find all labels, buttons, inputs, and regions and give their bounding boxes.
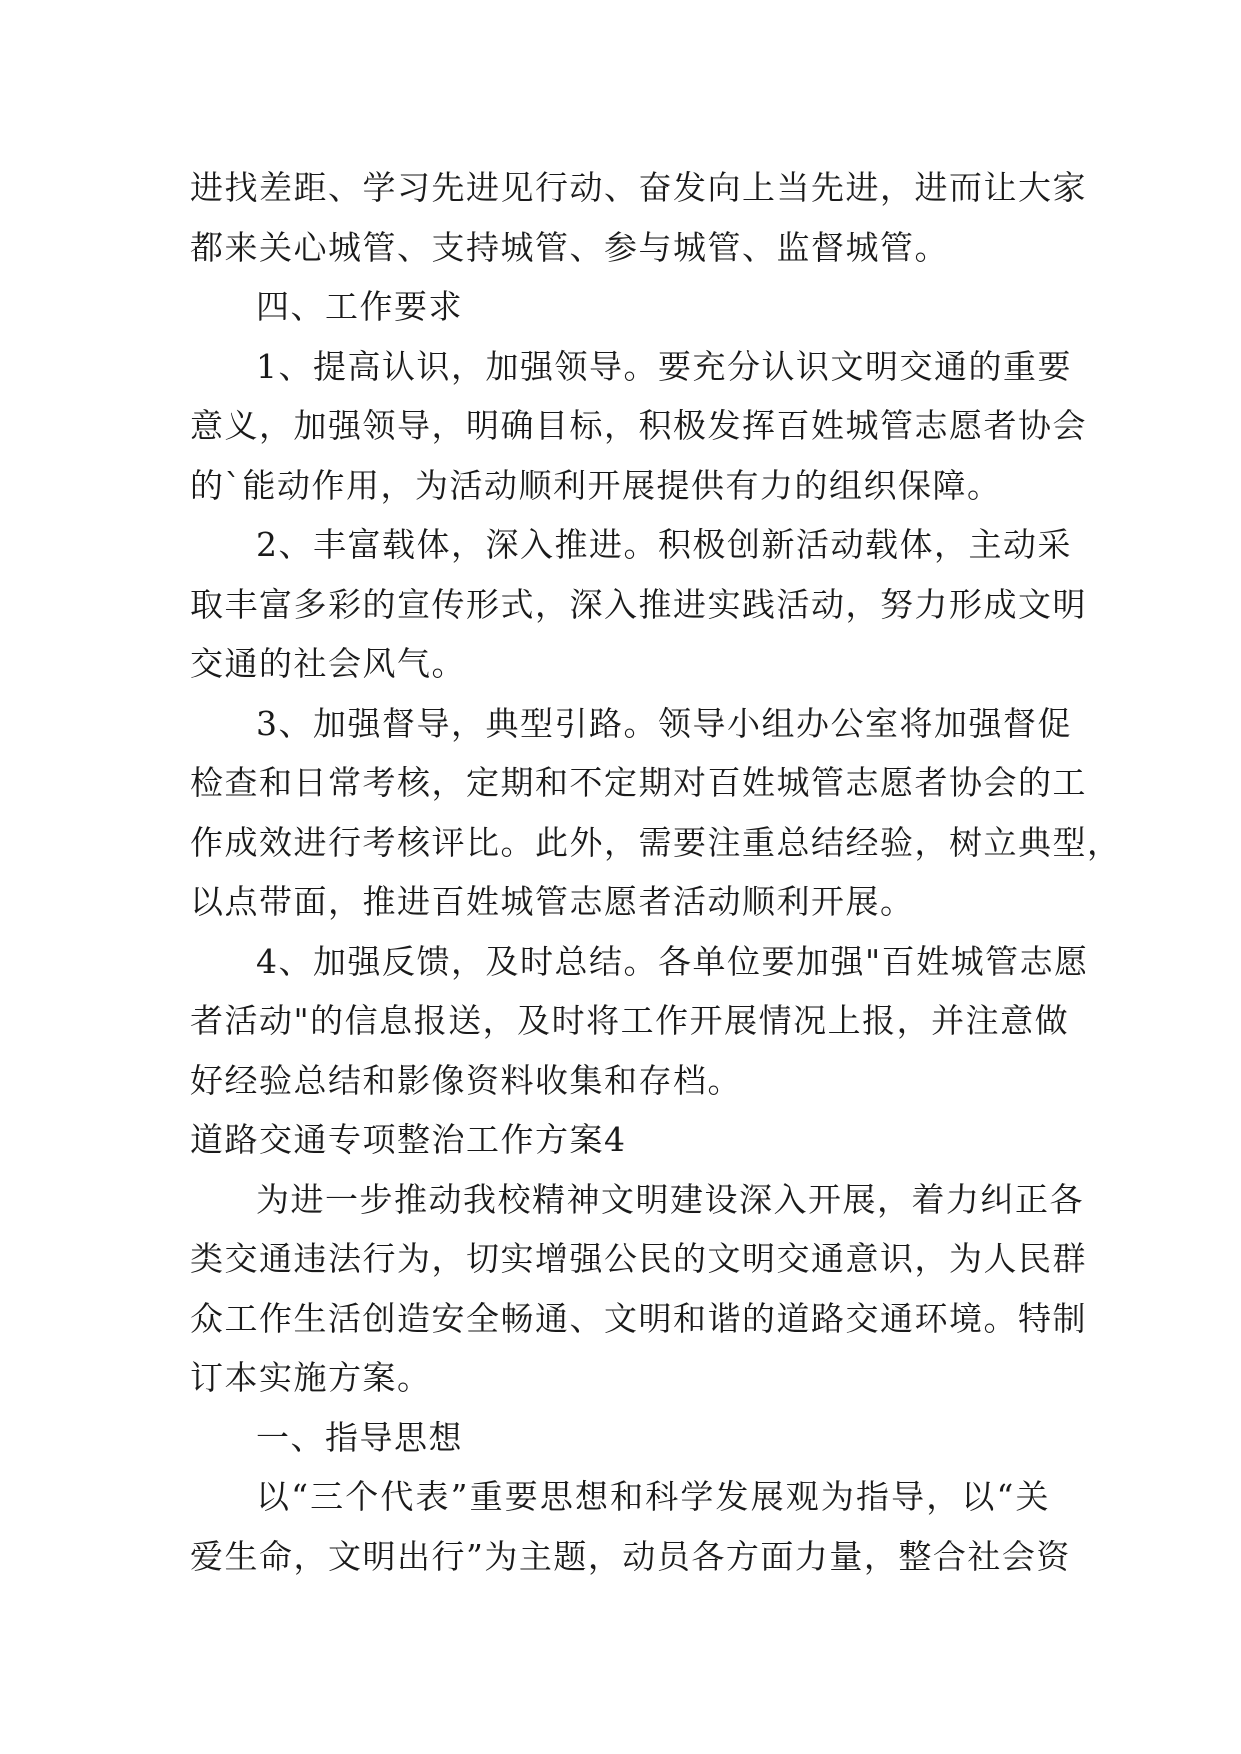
text-line: 交通的社会风气。 <box>190 644 466 683</box>
text-line: 检查和日常考核，定期和不定期对百姓城管志愿者协会的工 <box>190 763 1087 802</box>
document-body <box>190 158 1122 1586</box>
text-line: 以点带面，推进百姓城管志愿者活动顺利开展。 <box>190 882 915 921</box>
text-line: 道路交通专项整治工作方案4 <box>190 1120 627 1159</box>
text-line: 的`能动作用，为活动顺利开展提供有力的组织保障。 <box>190 465 1002 505</box>
text-line: 意义，加强领导，明确目标，积极发挥百姓城管志愿者协会 <box>190 406 1087 445</box>
text-line: 众工作生活创造安全畅通、文明和谐的道路交通环境。特制 <box>190 1298 1087 1338</box>
text-line: 3、加强督导，典型引路。领导小组办公室将加强督促 <box>256 703 1072 743</box>
text-line: 1、提高认识，加强领导。要充分认识文明交通的重要 <box>256 346 1072 386</box>
text-line: 爱生命，文明出行”为主题，动员各方面力量，整合社会资 <box>190 1536 1071 1576</box>
text-line: 取丰富多彩的宣传形式，深入推进实践活动，努力形成文明 <box>190 584 1087 624</box>
text-line: 类交通违法行为，切实增强公民的文明交通意识，为人民群 <box>190 1239 1087 1278</box>
text-line: 2、丰富载体，深入推进。积极创新活动载体，主动采 <box>256 525 1072 564</box>
text-line: 都来关心城管、支持城管、参与城管、监督城管。 <box>190 227 949 267</box>
text-line: 四、工作要求 <box>256 287 463 326</box>
text-line: 为进一步推动我校精神文明建设深入开展，着力纠正各 <box>256 1179 1084 1219</box>
text-line: 订本实施方案。 <box>190 1358 432 1397</box>
text-line: 以“三个代表”重要思想和科学发展观为指导，以“关 <box>256 1477 1050 1516</box>
text-line: 好经验总结和影像资料收集和存档。 <box>190 1060 742 1100</box>
text-line: 进找差距、学习先进见行动、奋发向上当先进，进而让大家 <box>190 168 1087 207</box>
text-line: 作成效进行考核评比。此外，需要注重总结经验，树立典型， <box>190 822 1122 862</box>
text-line: 者活动"的信息报送，及时将工作开展情况上报，并注意做 <box>190 1001 1070 1040</box>
text-line: 一、指导思想 <box>256 1417 463 1457</box>
text-line: 4、加强反馈，及时总结。各单位要加强"百姓城管志愿 <box>256 941 1089 981</box>
